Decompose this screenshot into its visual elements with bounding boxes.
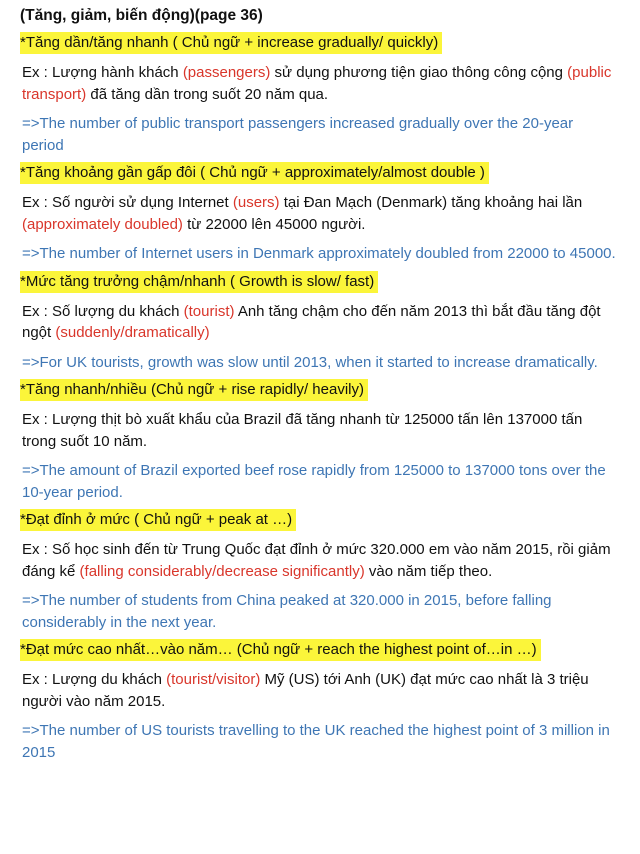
example-highlight: (passengers): [182, 64, 271, 81]
example-highlight: (falling considerably/decrease significantly): [79, 562, 365, 580]
section-reach-highest-point: [22, 639, 618, 763]
section-approximately-double: [22, 162, 618, 265]
example-segment: Ex : Số học sinh đến từ Trung Quốc đạt đỉnh ở mức 320.000 em vào năm 2015, rồi giảm đáng kể: [22, 541, 611, 580]
section-heading: *Tăng nhanh/nhiều (Chủ ngữ + rise rapidly/ heavily): [20, 379, 368, 401]
example-highlight: (suddenly/dramatically): [55, 324, 210, 341]
example-text: [22, 409, 618, 452]
example-text: [22, 669, 618, 712]
example-segment: Ex : Lượng thịt bò xuất khẩu của Brazil đã tăng nhanh từ 125000 tấn lên 137000 tấn trong suốt 10 năm.: [22, 411, 583, 450]
section-peak-at: [22, 509, 618, 633]
example-highlight: (tourist/visitor): [166, 671, 261, 688]
example-highlight: (public transport): [22, 64, 612, 103]
example-segment: đã tăng dần trong suốt 20 năm qua.: [86, 85, 329, 103]
section-rise-rapidly: [22, 379, 618, 503]
translation-text: =>The number of public transport passengers increased gradually over the 20-year period: [22, 115, 574, 154]
example-text: [22, 192, 618, 235]
example-text: [22, 539, 618, 582]
example-highlight: (approximately doubled): [22, 215, 183, 233]
example-segment: vào năm tiếp theo.: [364, 562, 493, 580]
section-growth-slow-fast: [22, 271, 618, 374]
section-heading: *Đạt đỉnh ở mức ( Chủ ngữ + peak at …): [20, 509, 296, 531]
example-segment: Ex : Lượng du khách: [22, 671, 167, 688]
section-heading: *Đạt mức cao nhất…vào năm… (Chủ ngữ + reach the highest point of…in …): [20, 639, 541, 661]
example-text: [22, 62, 618, 105]
translation-text: =>For UK tourists, growth was slow until 2013, when it started to increase dramatically.: [22, 353, 598, 371]
page-title: (Tăng, giảm, biến động)(page 36): [20, 7, 263, 24]
example-segment: Ex : Số người sử dụng Internet: [22, 194, 233, 211]
example-segment: từ 22000 lên 45000 người.: [182, 215, 366, 233]
example-text: [22, 301, 618, 344]
example-segment: Ex : Lượng hành khách: [22, 64, 183, 81]
example-highlight: (tourist): [183, 302, 235, 320]
example-highlight: (users): [232, 194, 280, 211]
example-segment: Ex : Số lượng du khách: [22, 302, 184, 320]
translation-text: =>The number of Internet users in Denmark approximately doubled from 22000 to 45000.: [22, 245, 616, 262]
example-segment: tại Đan Mạch (Denmark) tăng khoảng hai lần: [279, 194, 583, 211]
example-segment: sử dụng phương tiện giao thông công cộng: [270, 64, 568, 81]
section-heading: *Tăng khoảng gần gấp đôi ( Chủ ngữ + approximately/almost double ): [20, 162, 489, 184]
translation-text: =>The amount of Brazil exported beef rose rapidly from 125000 to 137000 tons over the 10-year period.: [22, 462, 606, 501]
section-heading: *Mức tăng trưởng chậm/nhanh ( Growth is slow/ fast): [20, 271, 378, 293]
example-segment: Mỹ (US) tới Anh (UK) đạt mức cao nhất là 3 triệu người vào năm 2015.: [22, 671, 589, 710]
translation-text: =>The number of students from China peaked at 320.000 in 2015, before falling considerably in the next year.: [22, 592, 552, 631]
translation-text: =>The number of US tourists travelling to the UK reached the highest point of 3 million in 2015: [22, 722, 610, 761]
section-increase-gradually: [22, 32, 618, 156]
example-segment: Anh tăng chậm cho đến năm 2013 thì bắt đầu tăng đột ngột: [22, 302, 601, 341]
section-heading: *Tăng dần/tăng nhanh ( Chủ ngữ + increase gradually/ quickly): [20, 32, 442, 54]
